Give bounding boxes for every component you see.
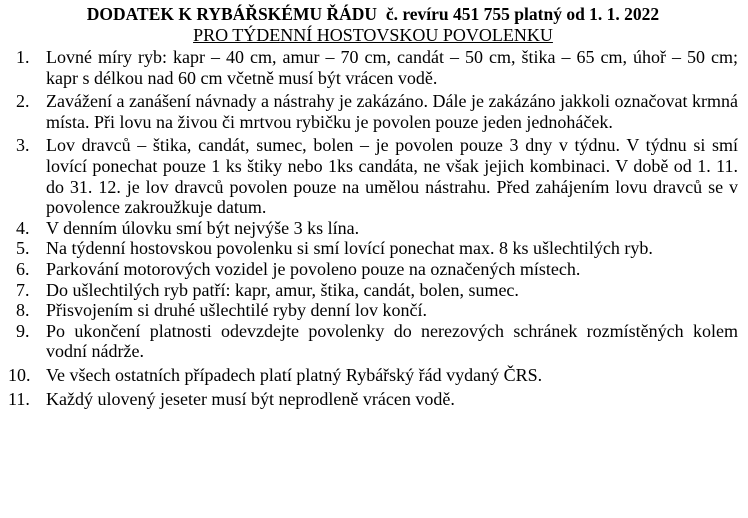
rule-item [8,259,738,280]
rule-item [8,365,738,386]
rule-number: 7. [16,279,30,300]
rule-item [8,238,738,259]
document-subtitle [8,25,738,46]
rule-number: 11. [8,388,30,409]
rule-item [8,91,738,132]
rule-item [8,280,738,301]
title-district: č. revíru 451 755 platný od 1. 1. 2022 [385,4,660,24]
subtitle-text: PRO TÝDENNÍ HOSTOVSKOU POVOLENKU [193,25,553,45]
rule-text: Na týdenní hostovskou povolenku si smí lovící ponechat max. 8 ks ušlechtilých ryb. [46,238,653,259]
rule-number: 5. [16,238,30,259]
rule-item [8,300,738,321]
rule-text: Do ušlechtilých ryb patří: kapr, amur, štika, candát, bolen, sumec. [46,279,519,300]
document-title [8,4,738,25]
rule-text: Po ukončení platnosti odevzdejte povolenky do nerezových schránek rozmístěných kolem vodní nádrže. [46,320,738,362]
rule-text: Každý ulovený jeseter musí být neprodleně vrácen vodě. [46,388,455,409]
rule-item [8,389,738,410]
rule-number: 1. [16,47,30,67]
rule-item [8,321,738,362]
rule-number: 10. [8,364,31,385]
rule-text: Zavážení a zanášení návnady a nástrahy je zakázáno. Dále je zakázáno jakkoli označovat krmná místa. Při lovu na živou či mrtvou rybičku je povolen pouze jeden jednoháček. [46,91,738,132]
rule-text: Přisvojením si druhé ušlechtilé ryby denní lov končí. [46,300,427,321]
rule-number: 6. [16,258,30,279]
rule-item [8,218,738,239]
title-bold: DODATEK K RYBÁŘSKÉMU ŘÁDU [86,4,378,24]
rule-number: 4. [16,217,30,238]
rule-number: 3. [16,135,30,156]
rules-list [8,47,738,409]
rule-number: 9. [16,320,30,341]
rule-text: Ve všech ostatních případech platí platný Rybářský řád vydaný ČRS. [46,364,543,385]
rule-item [8,47,738,88]
rule-number: 2. [16,91,30,112]
rule-item [8,135,738,217]
rule-number: 8. [16,300,30,321]
rule-text: Lov dravců – štika, candát, sumec, bolen – je povolen pouze 3 dny v týdnu. V týdnu si smí lovící ponechat pouze 1 ks štiky nebo 1ks candáta, ne však jejich kombinaci. V době od 1. 11. do 31. 12. je lov dravců povolen pouze na umělou nástrahu. Před zahájením lovu dravců se v povolence zakroužkuje datum. [46,135,738,218]
rule-text: Parkování motorových vozidel je povoleno pouze na označených místech. [46,258,581,279]
rule-text: V denním úlovku smí být nejvýše 3 ks lína. [46,217,360,238]
rule-text: Lovné míry ryb: kapr – 40 cm, amur – 70 cm, candát – 50 cm, štika – 65 cm, úhoř – 50 cm; kapr s délkou nad 60 cm včetně musí být vrácen vodě. [46,47,738,88]
